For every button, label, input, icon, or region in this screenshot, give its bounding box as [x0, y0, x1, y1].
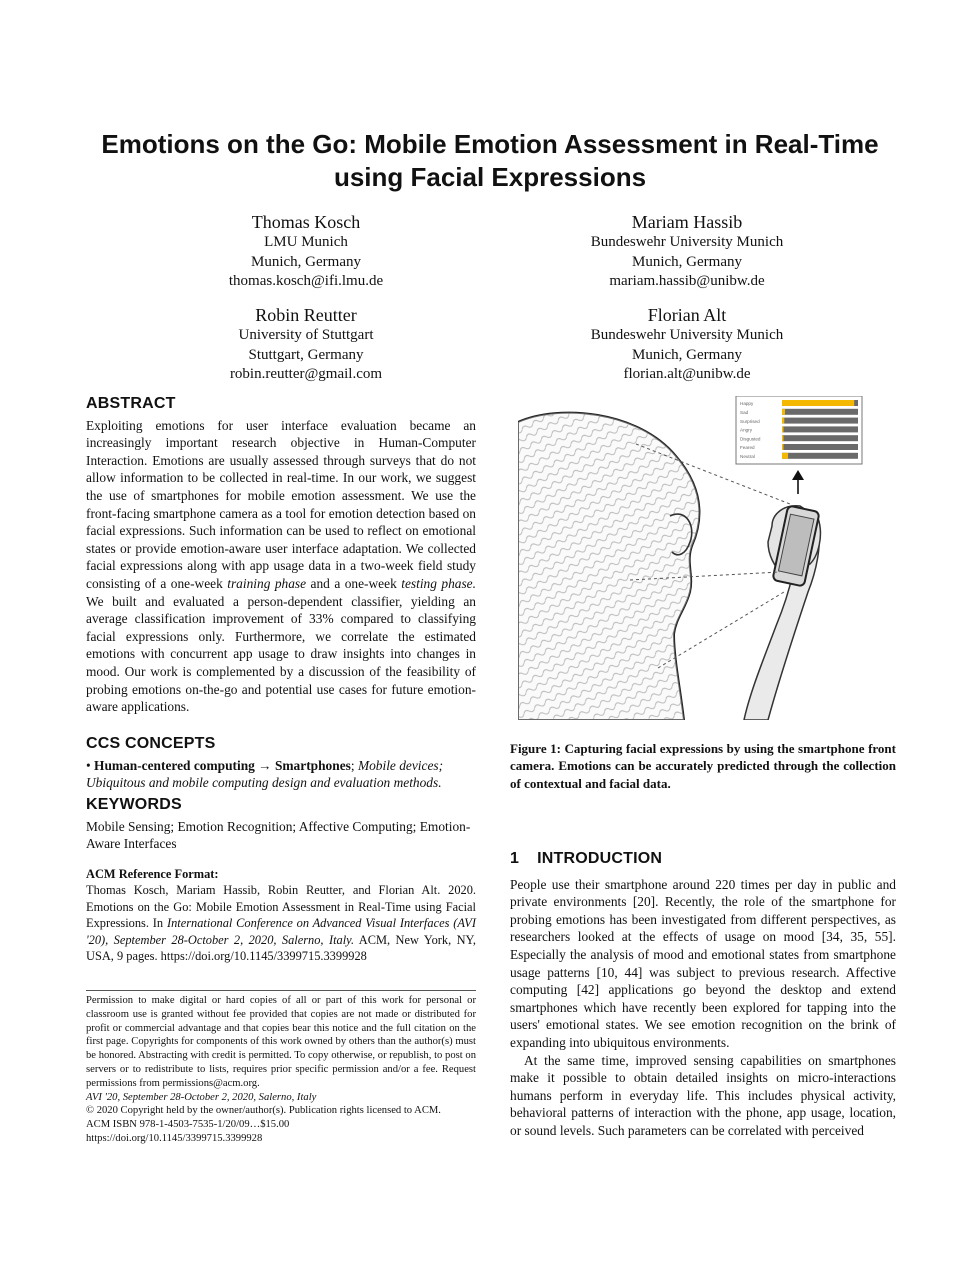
introduction-section [510, 850, 896, 1140]
footnote-rule [86, 990, 476, 991]
author-email[interactable]: thomas.kosch@ifi.lmu.de [228, 273, 384, 289]
ccs-text [86, 757, 476, 792]
ccs-concept-2: Smartphones [274, 757, 351, 773]
emotion-bar-fill-happy [782, 400, 854, 406]
emotion-label-disgusted: Disgusted [740, 436, 761, 442]
emotion-label-sad: Sad [740, 410, 749, 415]
ccs-bullet: • [86, 757, 95, 773]
acm-reference [86, 866, 476, 964]
abstract-section [86, 395, 476, 716]
permission-copyright: © 2020 Copyright held by the owner/author(s). Publication rights licensed to ACM. [86, 1105, 441, 1117]
ccs-concept-1: Human-centered computing [94, 757, 255, 773]
abstract-emphasis-2: testing phase. [401, 575, 476, 591]
author-location: Munich, Germany [251, 253, 361, 270]
acm-reference-part-1: Thomas Kosch, Mariam Hassib, Robin Reutter, and Florian Alt. 2020. Emotions on the Go: Mobile Emotion Assessment in Real-Time using Facial Expressions. In [86, 883, 476, 931]
author-name: Mariam Hassib [631, 212, 743, 232]
emotion-label-neutral: Neutral [740, 454, 755, 459]
upload-arrow [792, 470, 804, 494]
emotion-bar-fill-feared [782, 444, 784, 450]
author-email[interactable]: florian.alt@unibw.de [623, 366, 751, 382]
permission-venue: AVI '20, September 28-October 2, 2020, Salerno, Italy [86, 1091, 317, 1103]
emotion-bar-fill-angry [782, 426, 784, 432]
author-affiliation: LMU Munich [264, 234, 348, 250]
emotion-bar-track-feared [782, 444, 858, 450]
author-name: Florian Alt [647, 305, 727, 325]
author-location: Stuttgart, Germany [248, 346, 364, 363]
figure-1-caption: Figure 1: Capturing facial expressions by using the smartphone front camera. Emotions can be accurately predicted through the collection of contextual and facial data. [510, 741, 896, 791]
ccs-concept-3: Mobile devices; Ubiquitous and mobile computing design and evaluation methods. [86, 757, 444, 791]
title-line-1: Emotions on the Go: Mobile Emotion Assessment in Real-Time [101, 129, 879, 159]
keywords-text: Mobile Sensing; Emotion Recognition; Affective Computing; Emotion-Aware Interfaces [86, 818, 471, 852]
author-affiliation: University of Stuttgart [238, 327, 374, 343]
abstract-emphasis-1: training phase [227, 575, 307, 591]
keywords-section [86, 796, 476, 853]
author-block-4 [537, 304, 837, 385]
abstract-part-2: and a one-week [310, 575, 397, 591]
permission-text: Permission to make digital or hard copies of all or part of this work for personal or classroom use is granted without fee provided that copies are not made or distributed for profit or commercial advantage and that copies bear this notice and the full citation on the first page. Copyrights for components of this work owned by others than the author(s) must be honored. Abstracting with credit is permitted. To copy otherwise, or republish, to post on servers or to redistribute to lists, requires prior specific permission and/or a fee. Request permissions from permissions@acm.org. [86, 995, 476, 1089]
figure-1-illustration [518, 396, 864, 720]
emotion-label-feared: Feared [740, 445, 755, 451]
introduction-number: 1 [510, 850, 520, 867]
author-location: Munich, Germany [632, 346, 742, 363]
emotion-bar-track-surprised [782, 418, 858, 424]
author-block-2 [537, 211, 837, 292]
abstract-heading: ABSTRACT [86, 395, 176, 412]
paper-title [60, 128, 920, 194]
author-block-1 [156, 211, 456, 292]
permission-isbn: ACM ISBN 978-1-4503-7535-1/20/09…$15.00 [86, 1119, 290, 1131]
acm-reference-text [86, 882, 476, 964]
emotion-label-angry: Angry [740, 427, 753, 433]
permission-doi[interactable]: https://doi.org/10.1145/3399715.3399928 [86, 1132, 263, 1144]
emotion-bar-track-sad [782, 409, 858, 415]
author-email[interactable]: robin.reutter@gmail.com [229, 366, 383, 382]
abstract-part-1: Exploiting emotions for user interface evaluation became an increasingly important research objective in Human-Computer Interaction. Emotions are usually assessed through surveys that do not allow information to be collected in real-time. In our work, we suggest the use of smartphones for mobile emotion assessment. We use the front-facing smartphone camera as a tool for emotion detection based on facial expressions. Such information can be used to reflect on emotional states or provide emotion-aware user interface adaptation. We collected facial expressions along with app usage data in a two-week field study consisting of a one-week [86, 417, 476, 591]
emotion-bar-fill-surprised [782, 418, 784, 424]
emotion-bar-track-angry [782, 426, 858, 432]
title-line-2: using Facial Expressions [333, 162, 647, 192]
emotion-bar-track-neutral [782, 453, 858, 459]
introduction-heading [510, 850, 896, 868]
emotion-bar-fill-sad [782, 409, 785, 415]
permission-footnote [86, 994, 476, 1146]
author-name: Robin Reutter [255, 305, 357, 325]
acm-reference-heading: ACM Reference Format: [86, 867, 219, 881]
emotion-label-happy: Happy [740, 401, 754, 407]
emotion-bar-fill-neutral [782, 453, 788, 459]
author-location: Munich, Germany [632, 253, 742, 270]
introduction-paragraph-1: People use their smartphone around 220 times per day in public and private environments [20]. Recently, the role of the smartphone for probing emotions has been investigated from different perspectives, as researchers looked at the effects of usage on mood [34, 35, 55]. Especially the analysis of mood and emotional states from smartphone usage patterns [10, 44] was subject to previous research. Affective computing [42] applications go beyond the desktop and extend smartphones which have recently been explored for tapping into the users' emotional states. We see emotion recognition on the brink of expanding into ubiquitous environments. [510, 876, 896, 1050]
author-email[interactable]: mariam.hassib@unibw.de [609, 273, 765, 289]
author-affiliation: Bundeswehr University Munich [590, 234, 784, 250]
acm-reference-part-2: ACM, New York, NY, USA, 9 pages. https://doi.org/10.1145/3399715.3399928 [86, 932, 476, 964]
abstract-text [86, 417, 476, 716]
introduction-paragraph-2: At the same time, improved sensing capabilities on smartphones make it possible to obtain detailed insights on micro-interactions humans perform in everyday life. This includes physical activity, behavioral patterns of interaction with the phone, app usage, location, or sound levels. Such parameters can be correlated with perceived [510, 1052, 896, 1138]
ccs-heading: CCS CONCEPTS [86, 735, 216, 752]
keywords-heading: KEYWORDS [86, 796, 182, 813]
introduction-title: INTRODUCTION [537, 850, 663, 867]
emotion-bar-track-disgusted [782, 435, 858, 441]
emotion-label-surprised: Surprised [740, 418, 760, 424]
ccs-separator: ; [350, 757, 358, 773]
emotion-bar-fill-disgusted [782, 435, 784, 441]
author-affiliation: Bundeswehr University Munich [590, 327, 784, 343]
author-block-3 [156, 304, 456, 385]
ccs-section [86, 735, 476, 792]
acm-reference-venue: International Conference on Advanced Visual Interfaces (AVI '20), September 28-October 2, 2020, Salerno, Italy. [86, 916, 476, 947]
abstract-part-3: We built and evaluated a person-dependent classifier, yielding an average classification improvement of 33% compared to classifying facial expressions only. Furthermore, we correlate the estimated emotions with concurrent app usage to draw insights into changes in mood. Our work is complemented by a discussion of the feasibility of probing emotions on-the-go and potential use cases for future emotion-aware applications. [86, 593, 476, 715]
author-name: Thomas Kosch [251, 212, 361, 232]
ccs-arrow: → [254, 757, 275, 773]
